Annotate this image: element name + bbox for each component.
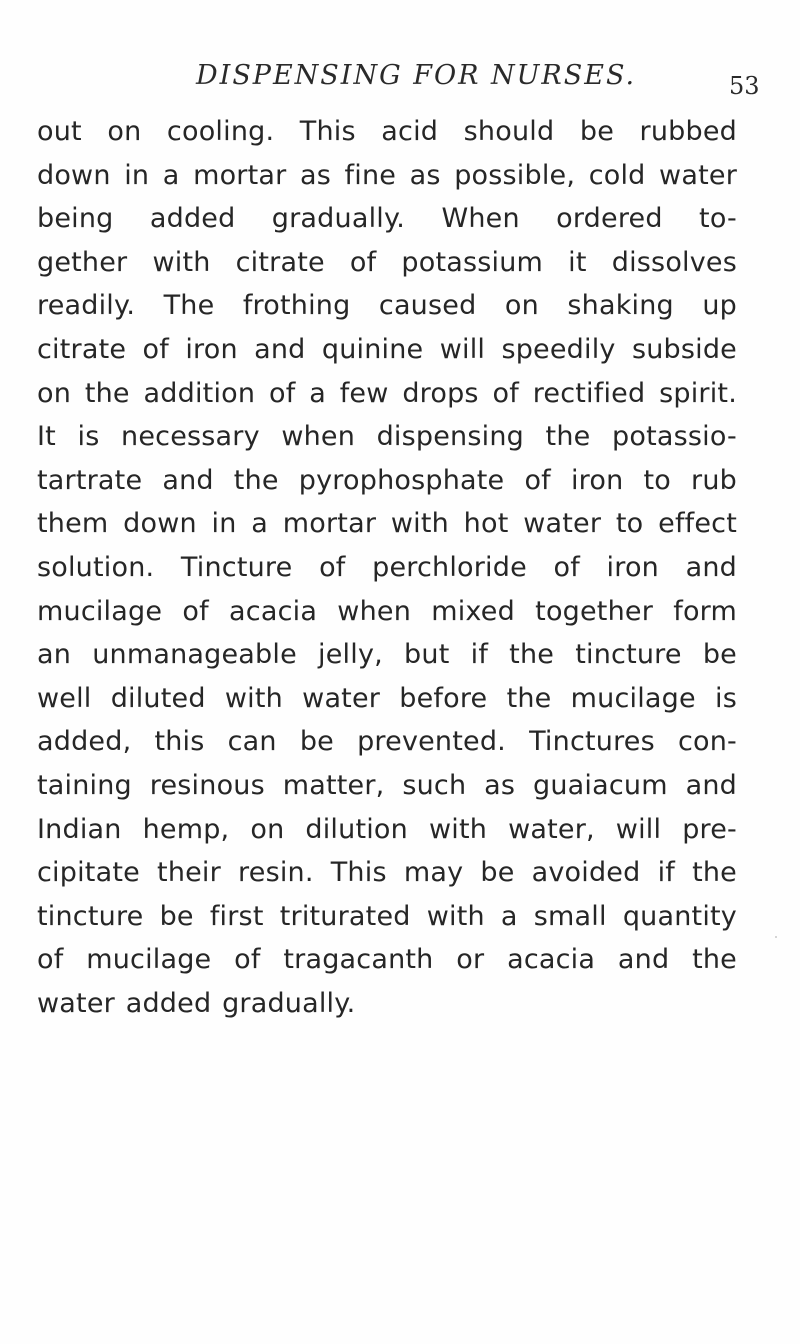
text-line: solution. Tincture of perchloride of iron and <box>37 551 737 583</box>
text-line: an unmanageable jelly, but if the tincture be <box>37 639 737 671</box>
text-line: well diluted with water before the mucilage is <box>37 682 737 714</box>
page-number: 53 <box>729 72 760 100</box>
text-line: tartrate and the pyrophosphate of iron to rub <box>37 464 737 496</box>
text-line: down in a mortar as fine as possible, cold water <box>37 159 737 191</box>
text-line: gether with citrate of potassium it dissolves <box>37 246 737 278</box>
text-line: citrate of iron and quinine will speedily subside <box>37 333 737 365</box>
text-line: being added gradually. When ordered to- <box>37 203 737 235</box>
text-line: tincture be first triturated with a small quantity <box>37 900 737 932</box>
text-line: of mucilage of tragacanth or acacia and the <box>37 944 737 976</box>
text-line: mucilage of acacia when mixed together form <box>37 595 737 627</box>
text-line: taining resinous matter, such as guaiacum and <box>37 769 737 801</box>
body-paragraph <box>37 110 737 1025</box>
text-line: It is necessary when dispensing the potassio- <box>37 421 737 453</box>
text-line: them down in a mortar with hot water to effect <box>37 508 737 540</box>
text-line: readily. The frothing caused on shaking up <box>37 290 737 322</box>
text-line-last: water added gradually. <box>37 987 356 1019</box>
text-line: added, this can be prevented. Tinctures con- <box>37 726 737 758</box>
text-line: on the addition of a few drops of rectified spirit. <box>37 377 737 409</box>
text-line: Indian hemp, on dilution with water, will pre- <box>37 813 737 845</box>
text-line: out on cooling. This acid should be rubbed <box>37 116 737 147</box>
text-line: cipitate their resin. This may be avoided if the <box>37 857 737 889</box>
running-head: DISPENSING FOR NURSES. <box>196 60 637 91</box>
paper-speck <box>775 936 777 938</box>
